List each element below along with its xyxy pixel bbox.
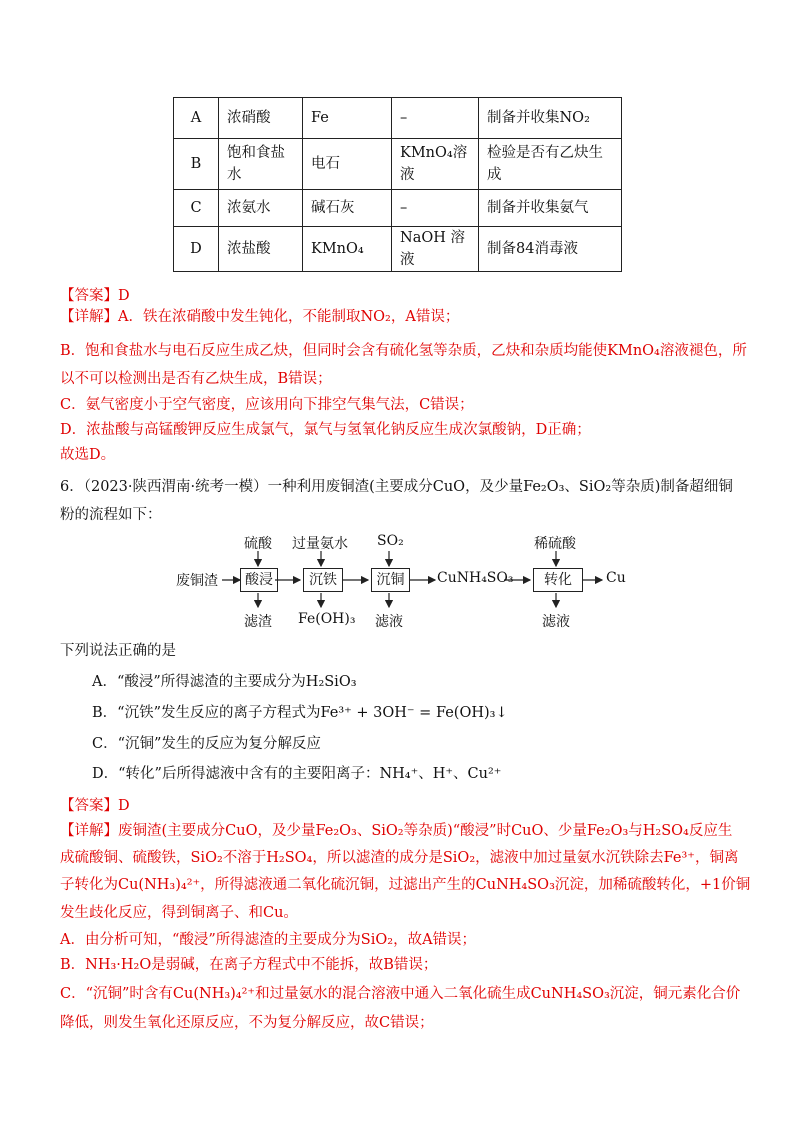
q5-analysis-line: B．饱和食盐水与电石反应生成乙炔，但同时会含有硫化氢等杂质，乙炔和杂质均能使KMnO₄溶液褪色，所	[60, 343, 747, 359]
table-row	[174, 139, 622, 190]
flow-output: 滤渣	[244, 614, 272, 630]
table-row	[174, 190, 622, 227]
table-row	[174, 227, 622, 272]
flow-step: 沉铜	[371, 568, 410, 592]
q6-option-b: B．“沉铁”发生反应的离子方程式为Fe³⁺ + 3OH⁻ = Fe(OH)₃↓	[92, 705, 508, 721]
flow-output: Fe(OH)₃	[298, 611, 356, 627]
table-cell: 浓盐酸	[219, 227, 303, 272]
q6-option-d: D．“转化”后所得滤液中含有的主要阳离子：NH₄⁺、H⁺、Cu²⁺	[92, 766, 502, 782]
table-cell: 碱石灰	[303, 190, 392, 227]
q6-analysis-line: A．由分析可知，“酸浸”所得滤渣的主要成分为SiO₂，故A错误；	[60, 932, 477, 948]
table-cell: Fe	[303, 98, 392, 139]
table-cell: NaOH 溶液	[392, 227, 479, 272]
table-cell: 浓硝酸	[219, 98, 303, 139]
flow-step: 转化	[533, 568, 583, 592]
table-cell: 浓氨水	[219, 190, 303, 227]
q6-analysis-line: 【详解】废铜渣(主要成分CuO，及少量Fe₂O₃、SiO₂等杂质)“酸浸”时CuO、少量Fe₂O₃与H₂SO₄反应生	[60, 823, 733, 839]
flow-input: SO₂	[377, 533, 404, 549]
flow-input: 硫酸	[244, 536, 272, 552]
flow-input: 过量氨水	[292, 536, 348, 552]
table-cell: KMnO₄	[303, 227, 392, 272]
table-cell: 检验是否有乙炔生成	[479, 139, 622, 190]
table-cell: –	[392, 190, 479, 227]
q6-stem: 粉的流程如下：	[60, 507, 162, 523]
table-cell: A	[174, 98, 219, 139]
table-row	[174, 98, 622, 139]
q5-answer: 【答案】D	[60, 288, 130, 304]
flow-start: 废铜渣	[176, 573, 218, 589]
table-cell: 制备84消毒液	[479, 227, 622, 272]
table-cell: KMnO₄溶液	[392, 139, 479, 190]
q6-prompt: 下列说法正确的是	[60, 643, 176, 659]
table-cell: 电石	[303, 139, 392, 190]
table-cell: 饱和食盐水	[219, 139, 303, 190]
q6-answer: 【答案】D	[60, 798, 130, 814]
q5-analysis-line: 故选D。	[60, 447, 116, 463]
table-cell: B	[174, 139, 219, 190]
flow-output: 滤液	[542, 614, 570, 630]
table-cell: 制备并收集NO₂	[479, 98, 622, 139]
q6-analysis-line: 成硫酸铜、硫酸铁，SiO₂不溶于H₂SO₄，所以滤渣的成分是SiO₂，滤液中加过量氨水沉铁除去Fe³⁺，铜离	[60, 850, 739, 866]
q6-option-c: C．“沉铜”发生的反应为复分解反应	[92, 736, 321, 752]
table-cell: D	[174, 227, 219, 272]
q6-analysis-line: 子转化为Cu(NH₃)₄²⁺，所得滤液通二氧化硫沉铜，过滤出产生的CuNH₄SO₃沉淀，加稀硫酸转化，+1价铜	[60, 877, 751, 893]
q6-option-a: A．“酸浸”所得滤渣的主要成分为H₂SiO₃	[92, 674, 357, 690]
flow-step: 沉铁	[303, 568, 343, 592]
flow-output: 滤液	[375, 614, 403, 630]
q5-analysis-line: C．氨气密度小于空气密度，应该用向下排空气集气法，C错误；	[60, 397, 474, 413]
q6-analysis-line: 降低，则发生氧化还原反应，不为复分解反应，故C错误；	[60, 1015, 434, 1031]
q5-analysis-line: D．浓盐酸与高锰酸钾反应生成氯气，氯气与氢氧化钠反应生成次氯酸钠，D正确；	[60, 422, 591, 438]
table-cell: C	[174, 190, 219, 227]
q6-stem: 6．（2023·陕西渭南·统考一模）一种利用废铜渣(主要成分CuO，及少量Fe₂O₃、SiO₂等杂质)制备超细铜	[60, 479, 733, 495]
table-cell: –	[392, 98, 479, 139]
flow-input: 稀硫酸	[534, 536, 576, 552]
flow-step: 酸浸	[240, 568, 278, 592]
table-cell: 制备并收集氨气	[479, 190, 622, 227]
q6-analysis-line: 发生歧化反应，得到铜离子、和Cu。	[60, 905, 298, 921]
q5-analysis-line: 以不可以检测出是否有乙炔生成，B错误；	[60, 371, 332, 387]
flow-intermediate: CuNH₄SO₃	[437, 570, 514, 586]
q5-analysis-line: 【详解】A．铁在浓硝酸中发生钝化，不能制取NO₂，A错误；	[60, 309, 460, 325]
flow-end: Cu	[606, 570, 626, 586]
q6-analysis-line: C．“沉铜”时含有Cu(NH₃)₄²⁺和过量氨水的混合溶液中通入二氧化硫生成CuNH₄SO₃沉淀，铜元素化合价	[60, 986, 741, 1002]
process-flow-diagram	[170, 533, 650, 633]
options-table	[173, 97, 622, 272]
q6-analysis-line: B．NH₃·H₂O是弱碱，在离子方程式中不能拆，故B错误；	[60, 957, 438, 973]
